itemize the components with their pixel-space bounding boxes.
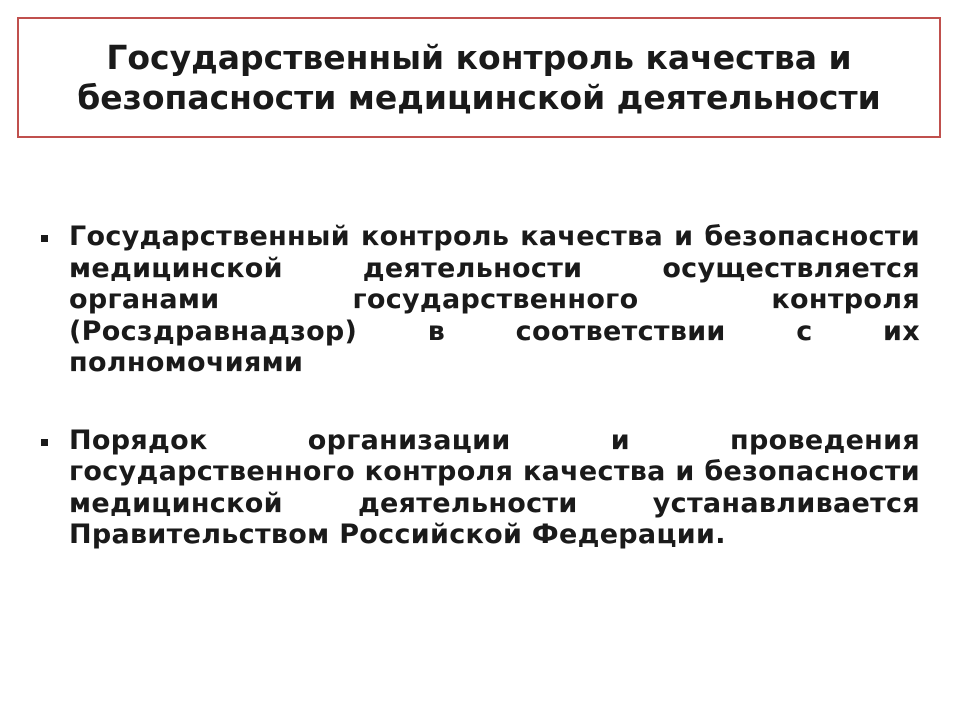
slide-title: Государственный контроль качества и безопасности медицинской деятельности <box>77 37 881 117</box>
bullet-item <box>40 425 920 551</box>
bullet-list <box>40 221 920 551</box>
bullet-item <box>40 221 920 379</box>
square-bullet-icon <box>41 439 48 446</box>
title-box <box>17 17 941 138</box>
bullet-text: Порядок организации и проведения государственного контроля качества и безопасности медицинской деятельности устанавливается Правительством Российской Федерации. <box>69 424 920 550</box>
square-bullet-icon <box>41 235 48 242</box>
bullet-text: Государственный контроль качества и безопасности медицинской деятельности осуществляется органами государственного контроля (Росздравнадзор) в соответствии с их полномочиями <box>69 221 920 378</box>
